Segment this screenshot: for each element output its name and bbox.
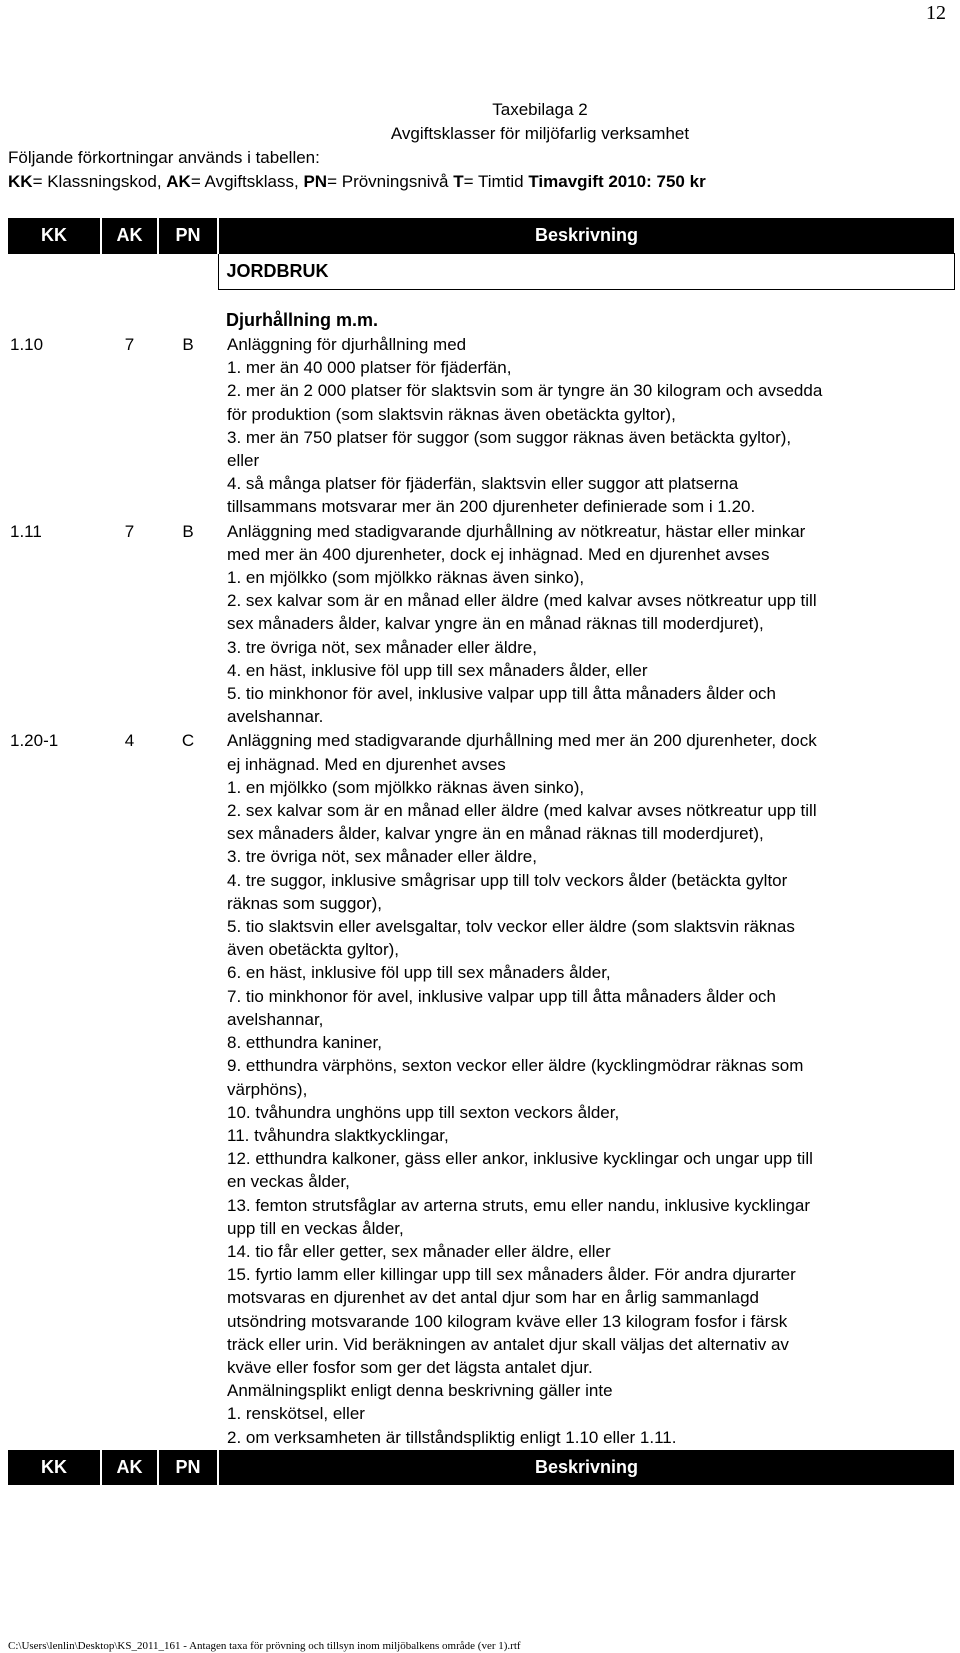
description-line: 3. tre övriga nöt, sex månader eller äldre, [227, 637, 537, 657]
description-line: 2. om verksamheten är tillståndspliktig enligt 1.10 eller 1.11. [227, 1427, 677, 1447]
description-line: träck eller urin. Vid beräkningen av antalet djur skall väljas det alternativ av [227, 1334, 789, 1354]
header-description: Beskrivning [218, 218, 954, 254]
description-line: 2. sex kalvar som är en månad eller äldre (med kalvar avses nötkreatur upp till [227, 591, 817, 611]
classification-code: 1.11 [10, 521, 42, 541]
classification-code: 1.20-1 [10, 731, 59, 751]
table-row [8, 333, 954, 520]
description-line: avelshannar. [227, 707, 324, 727]
description-line: 1. mer än 40 000 platser för fjäderfän, [227, 358, 512, 378]
footer-header-description: Beskrivning [218, 1450, 954, 1485]
description-line: Anläggning med stadigvarande djurhållning med mer än 200 djurenheter, dock [227, 731, 817, 751]
abbrev-kk: KK [8, 172, 33, 191]
header-ak: AK [101, 218, 158, 254]
description-line: 1. en mjölkko (som mjölkko räknas även sinko), [227, 568, 585, 588]
subsection-row [8, 290, 954, 334]
footer-header-ak: AK [101, 1450, 158, 1485]
document-title: Taxebilaga 2 [492, 100, 588, 119]
description-line: 8. etthundra kaniner, [227, 1033, 383, 1053]
description-line: 4. tre suggor, inklusive smågrisar upp till tolv veckors ålder (betäckta gyltor [227, 870, 788, 890]
fee-class: 4 [124, 731, 135, 751]
description-line: ej inhägnad. Med en djurenhet avses [227, 754, 506, 774]
abbrev-pn-def: = Prövningsnivå [327, 172, 454, 191]
table-footer-header-row [8, 1450, 954, 1485]
description-line: 14. tio får eller getter, sex månader eller äldre, eller [227, 1241, 611, 1261]
description-line: räknas som suggor), [227, 893, 382, 913]
description-line: tillsammans motsvarar mer än 200 djurenheter definierade som i 1.20. [227, 497, 756, 517]
description-line: 13. femton strutsfåglar av arterna struts, emu eller nandu, inklusive kycklingar [227, 1195, 810, 1215]
description [218, 729, 954, 1449]
file-path-footer: C:\Users\lenlin\Desktop\KS_2011_161 - Antagen taxa för prövning och tillsyn inom miljöbalkens område (ver 1).rtf [8, 1640, 521, 1652]
footer-header-kk: KK [8, 1450, 101, 1485]
header-pn: PN [158, 218, 218, 254]
description-line: 2. sex kalvar som är en månad eller äldre (med kalvar avses nötkreatur upp till [227, 801, 817, 821]
description-line: med mer än 400 djurenheter, dock ej inhägnad. Med en djurenhet avses [227, 544, 770, 564]
description-line: 3. tre övriga nöt, sex månader eller äldre, [227, 847, 537, 867]
description [218, 333, 954, 520]
description [218, 520, 954, 730]
hourly-rate: Timavgift 2010: 750 kr [528, 172, 706, 191]
abbreviation-legend [0, 170, 960, 194]
fee-class-table [8, 218, 955, 1485]
abbrev-ak-def: = Avgiftsklass, [190, 172, 304, 191]
section-row [8, 254, 954, 290]
section-title: JORDBRUK [218, 254, 954, 290]
review-level: B [182, 521, 194, 541]
description-line: även obetäckta gyltor), [227, 940, 399, 960]
classification-code: 1.10 [10, 335, 44, 354]
review-level: B [182, 335, 194, 354]
description-line: för produktion (som slaktsvin räknas även obetäckta gyltor), [227, 404, 676, 424]
abbrev-kk-def: = Klassningskod, [32, 172, 167, 191]
footer-header-pn: PN [158, 1450, 218, 1485]
description-line: en veckas ålder, [227, 1172, 350, 1192]
description-line: 1. renskötsel, eller [227, 1404, 365, 1424]
description-line: Anmälningsplikt enligt denna beskrivning gäller inte [227, 1381, 613, 1401]
description-line: 5. tio slaktsvin eller avelsgaltar, tolv veckor eller äldre (som slaktsvin räknas [227, 917, 795, 937]
description-line: motsvaras en djurenhet av det antal djur som har en årlig sammanlagd [227, 1288, 760, 1308]
abbrev-t-def: = Timtid [463, 172, 529, 191]
subsection-title: Djurhållning m.m. [226, 310, 379, 330]
abbrev-pn: PN [303, 172, 328, 191]
description-line: 4. en häst, inklusive föl upp till sex månaders ålder, eller [227, 660, 648, 680]
document-subtitle: Avgiftsklasser för miljöfarlig verksamhet [390, 124, 690, 143]
description-line: 4. så många platser för fjäderfän, slaktsvin eller suggor att platserna [227, 474, 739, 494]
description-line: eller [227, 451, 260, 471]
document-header [0, 98, 960, 194]
fee-class: 7 [124, 335, 135, 354]
table-row [8, 729, 954, 1449]
description-line: utsöndring motsvarande 100 kilogram kväve eller 13 kilogram fosfor i färsk [227, 1311, 788, 1331]
description-line: 3. mer än 750 platser för suggor (som suggor räknas även betäckta gyltor), [227, 427, 792, 447]
description-line: sex månaders ålder, kalvar yngre än en månad räknas till moderdjuret), [227, 824, 764, 844]
fee-class: 7 [124, 521, 135, 541]
description-line: kväve eller fosfor som ger det lägsta antalet djur. [227, 1357, 593, 1377]
description-line: upp till en veckas ålder, [227, 1218, 404, 1238]
description-line: Anläggning för djurhållning med [227, 335, 467, 354]
description-line: avelshannar, [227, 1009, 324, 1029]
description-line: 9. etthundra värphöns, sexton veckor eller äldre (kycklingmödrar räknas som [227, 1056, 804, 1076]
header-kk: KK [8, 218, 101, 254]
description-line: 15. fyrtio lamm eller killingar upp till sex månaders ålder. För andra djurarter [227, 1265, 796, 1285]
review-level: C [181, 731, 195, 751]
page-number: 12 [926, 2, 946, 24]
description-line: 12. etthundra kalkoner, gäss eller ankor, inklusive kycklingar och ungar upp till [227, 1149, 813, 1169]
abbreviation-intro: Följande förkortningar används i tabellen: [8, 148, 320, 167]
description-line: 10. tvåhundra unghöns upp till sexton veckors ålder, [227, 1102, 620, 1122]
description-line: 6. en häst, inklusive föl upp till sex månaders ålder, [227, 963, 611, 983]
description-line: 11. tvåhundra slaktkycklingar, [227, 1125, 449, 1145]
description-line: värphöns), [227, 1079, 308, 1099]
description-line: Anläggning med stadigvarande djurhållning av nötkreatur, hästar eller minkar [227, 521, 806, 541]
table-row [8, 520, 954, 730]
abbrev-t: T [453, 172, 464, 191]
description-line: 2. mer än 2 000 platser för slaktsvin som är tyngre än 30 kilogram och avsedda [227, 381, 823, 401]
abbrev-ak: AK [166, 172, 191, 191]
description-line: 7. tio minkhonor för avel, inklusive valpar upp till åtta månaders ålder och [227, 986, 777, 1006]
description-line: 1. en mjölkko (som mjölkko räknas även sinko), [227, 777, 585, 797]
description-line: 5. tio minkhonor för avel, inklusive valpar upp till åtta månaders ålder och [227, 684, 777, 704]
table-header-row [8, 218, 954, 254]
description-line: sex månaders ålder, kalvar yngre än en månad räknas till moderdjuret), [227, 614, 764, 634]
